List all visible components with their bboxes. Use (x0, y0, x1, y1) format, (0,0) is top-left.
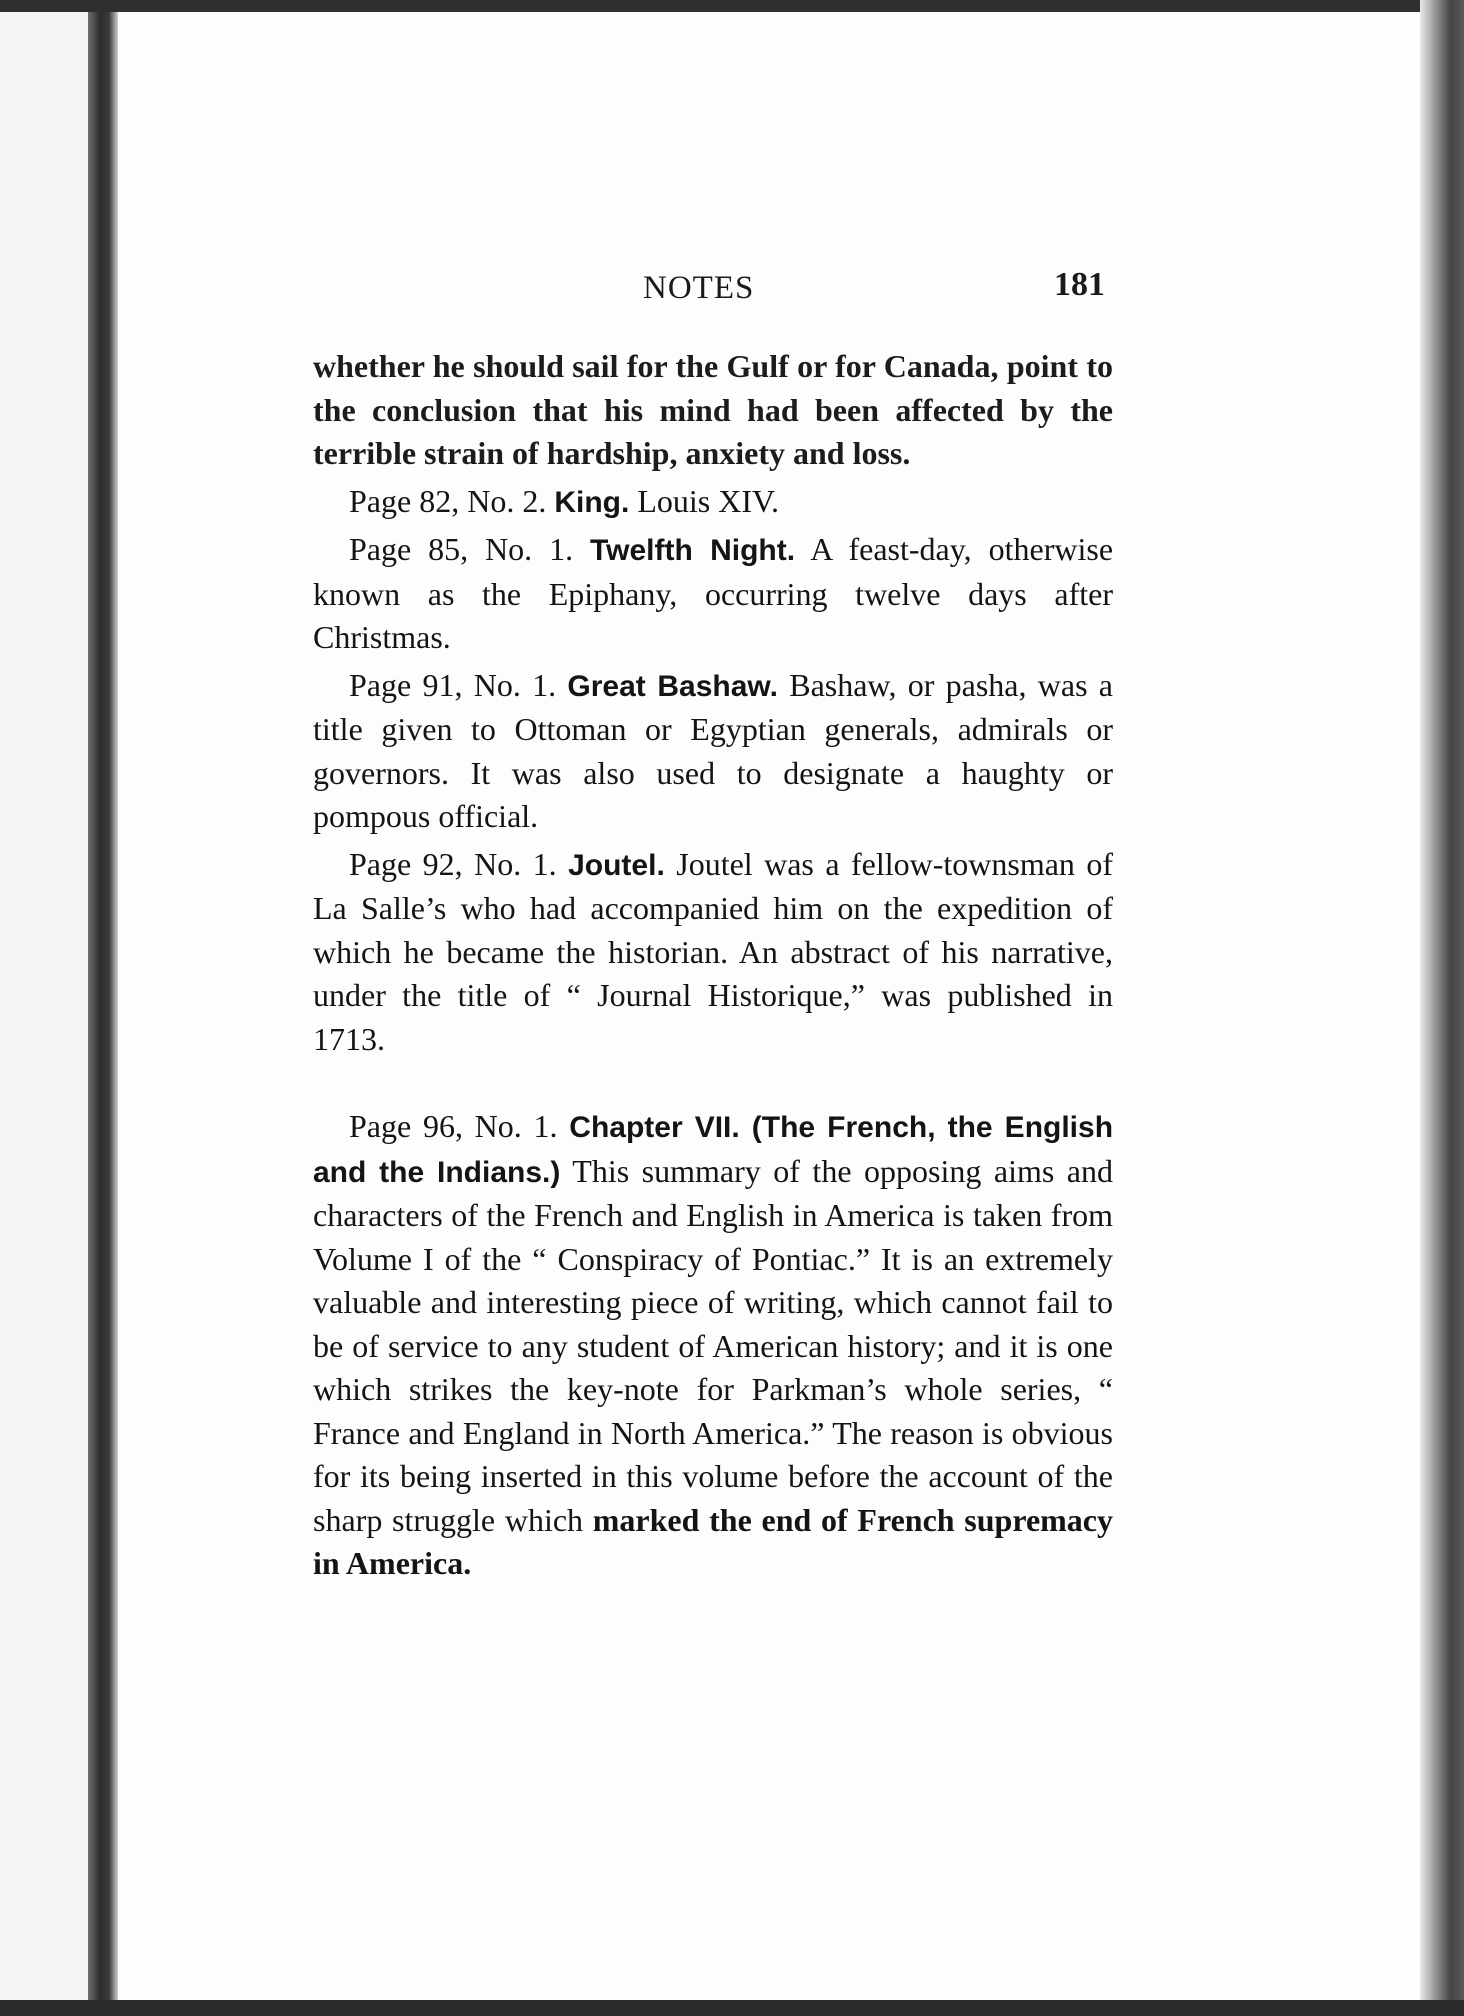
note-text: A feast-day, otherwise known as the Epiphany, occurring twelve days after Christmas. (313, 531, 1114, 655)
note-text: Louis XIV. (637, 482, 779, 519)
note-ref: Page 96, No. 1. (349, 1108, 558, 1144)
note-chapter-vii (313, 1105, 1113, 1586)
left-margin (0, 12, 88, 2000)
notes-body (313, 345, 1113, 1586)
binding-shadow (88, 12, 118, 2000)
note-twelfth-night (313, 528, 1113, 660)
note-ref: Page 92, No. 1. (349, 845, 557, 882)
note-text: Bashaw, or pasha, was a title given to Ottoman or Egyptian generals, admirals or governors. It was also used to designate a haughty or pompous official. (313, 666, 1113, 834)
page-number: 181 (1054, 266, 1105, 303)
note-term: Chapter VII. (The French, the English and the Indians.) (313, 1111, 1114, 1189)
note-ref: Page 85, No. 1. (349, 531, 574, 567)
note-text: Joutel was a fellow-townsman of La Salle’s who had accompanied him on the expedition of which he became the historian. An abstract of his narrative, under the title of “ Journal Historique,” was published in 1713. (313, 845, 1114, 1057)
scan-top-edge (0, 0, 1464, 12)
note-term: King. (554, 485, 630, 519)
note-term: Joutel. (568, 848, 665, 882)
scan-bottom-edge (0, 2000, 1464, 2016)
note-final-line: marked the end of French supremacy in America. (313, 1501, 1114, 1581)
note-great-bashaw (313, 664, 1113, 839)
note-joutel (313, 843, 1113, 1062)
right-edge-shadow (1420, 0, 1464, 2016)
note-ref: Page 91, No. 1. (349, 666, 557, 703)
continuation-paragraph: whether he should sail for the Gulf or for Canada, point to the conclusion that his mind had been affected by the terrible strain of hardship, anxiety and loss. (313, 348, 1113, 471)
note-king (313, 480, 1113, 525)
note-term: Great Bashaw. (567, 669, 778, 703)
note-text: This summary of the opposing aims and characters of the French and English in America is taken from Volume I of the “ Conspiracy of Pontiac.” It is an extremely valuable and interesting piece of writing, which cannot fail to be of service to any student of American history; and it is one which strikes the key-note for Parkman’s whole series, “ France and England in North America.” The reason is obvious for its being inserted in this volume before the account of the sharp struggle which (313, 1152, 1113, 1538)
running-head (313, 262, 1113, 322)
note-term: Twelfth Night. (590, 534, 796, 567)
note-ref: Page 82, No. 2. (349, 482, 547, 519)
page-title: NOTES (643, 270, 755, 306)
